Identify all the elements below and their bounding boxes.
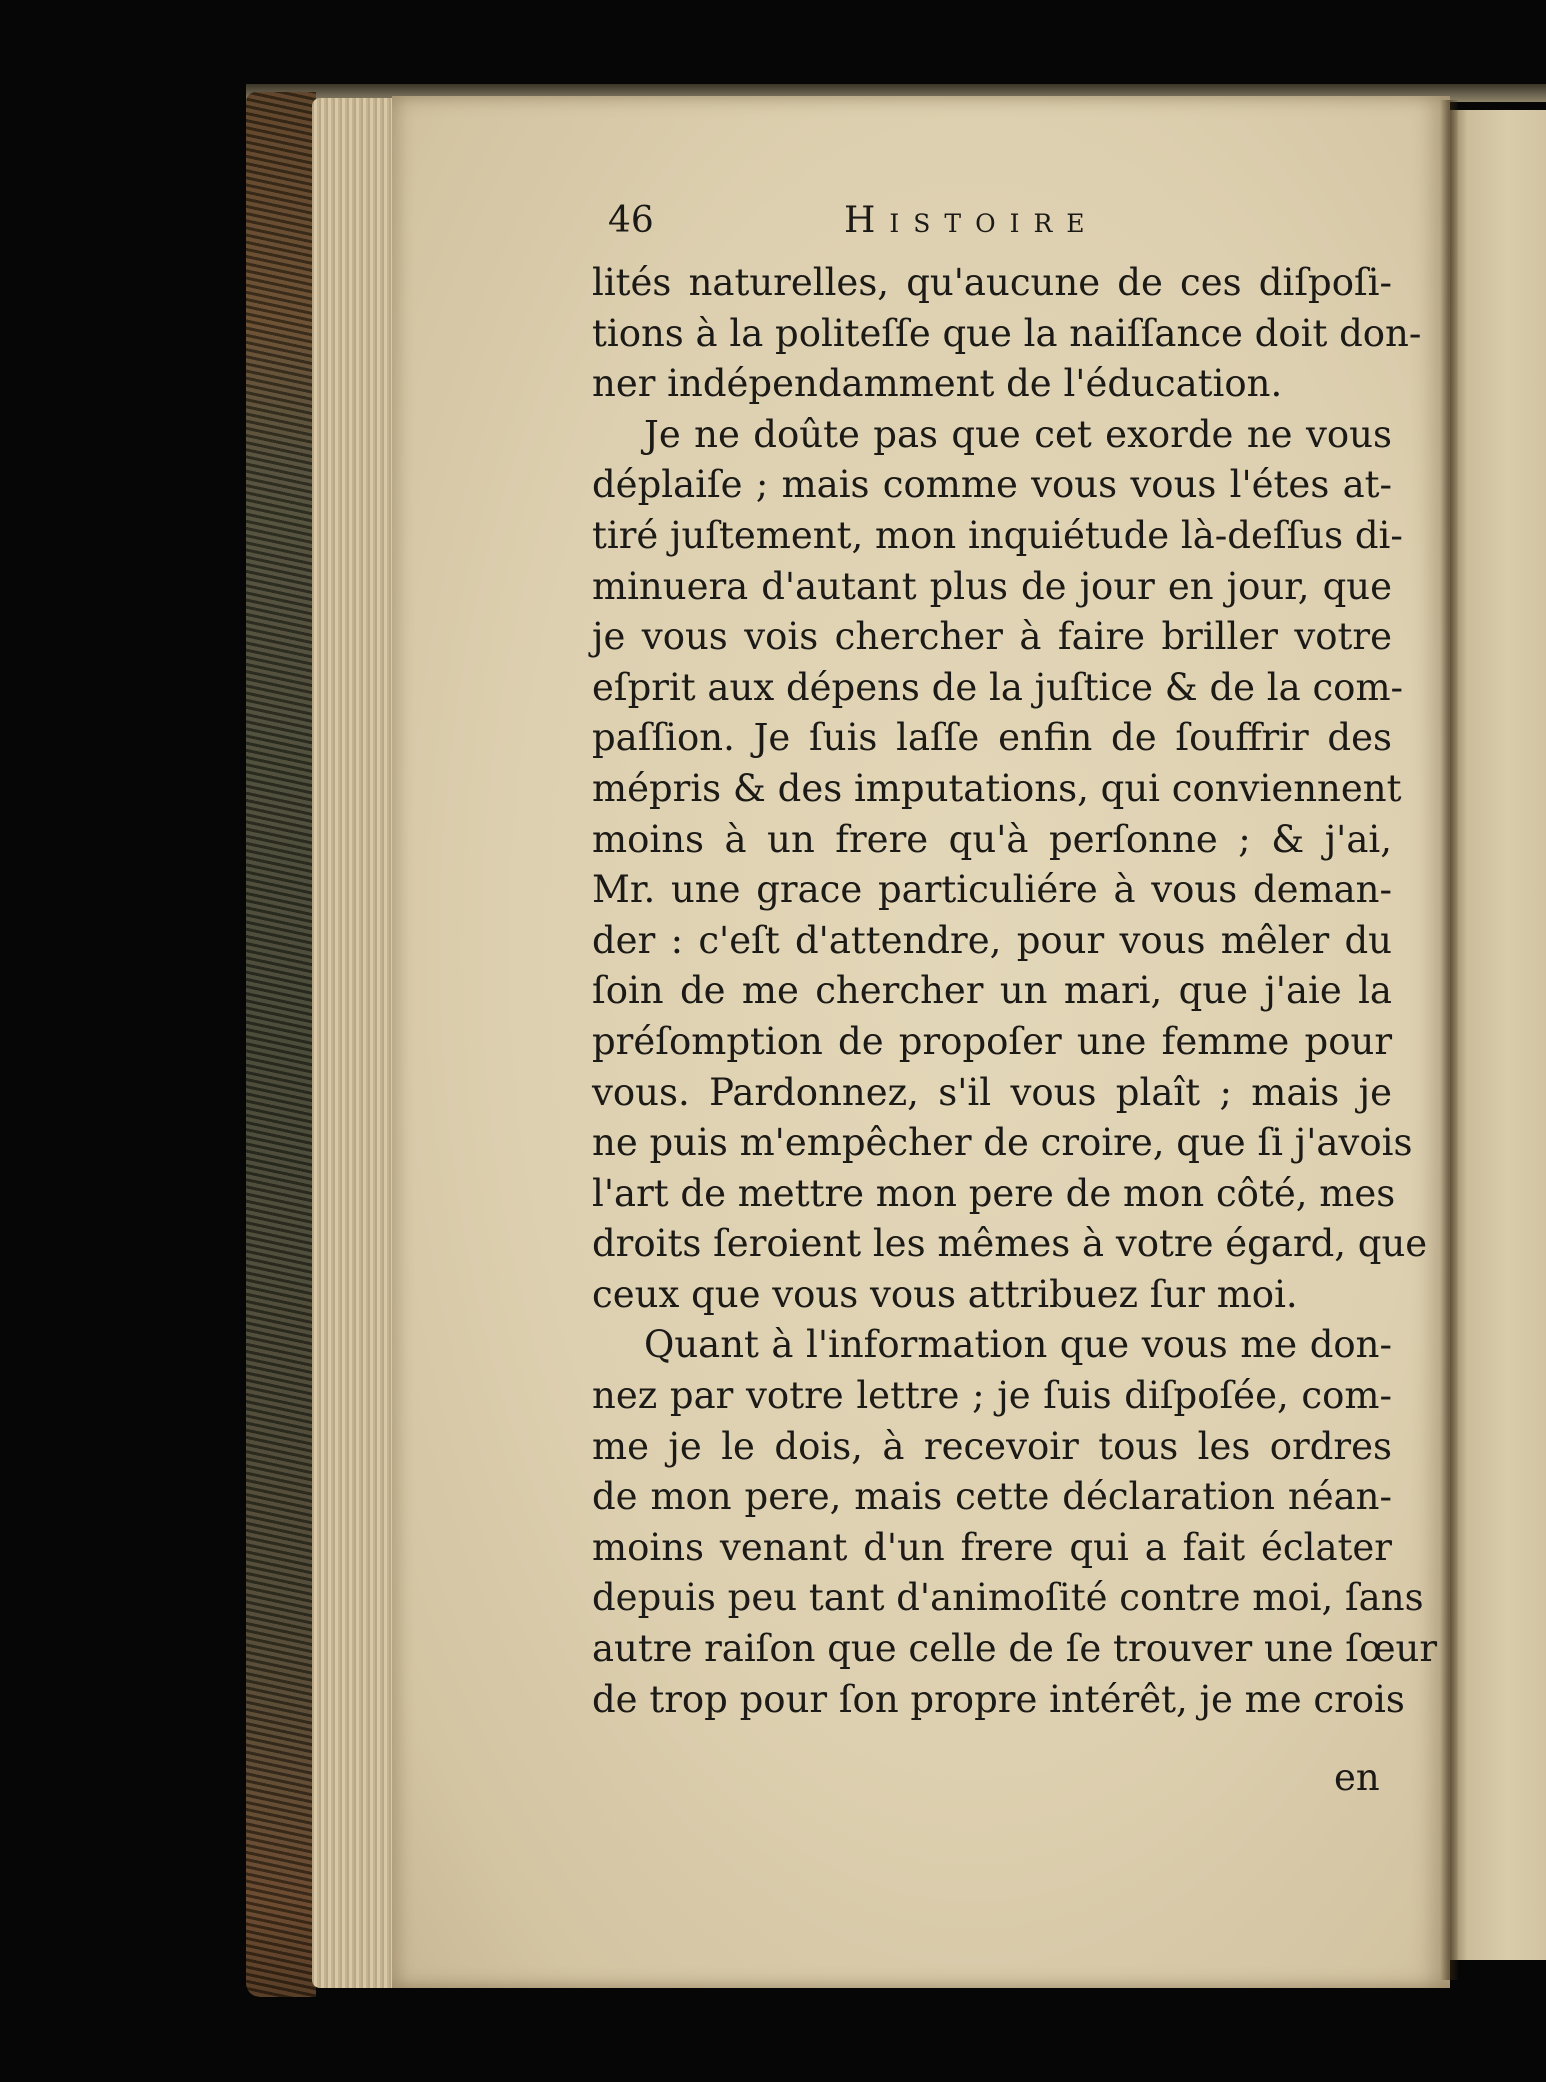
text-line: de mon pere, mais cette déclaration néan-: [592, 1475, 1392, 1519]
text-line: vous. Pardonnez, s'il vous plaît ; mais je: [592, 1070, 1392, 1114]
text-line: droits ſeroient les mêmes à votre égard, que: [592, 1222, 1428, 1266]
text-line: me je le dois, à recevoir tous les ordres: [592, 1424, 1392, 1468]
text-line: tions à la politeſſe que la naiſſance doit don-: [592, 311, 1422, 355]
text-line: tiré juſtement, mon inquiétude là-deſſus di-: [592, 513, 1403, 557]
text-line: paſſion. Je ſuis laſſe enfin de ſouffrir des: [592, 716, 1392, 760]
text-line: de trop pour ſon propre intérêt, je me crois: [592, 1677, 1405, 1721]
text-line: l'art de mettre mon pere de mon côté, mes: [592, 1171, 1396, 1215]
catchword: en: [1334, 1756, 1380, 1799]
running-title: Histoire: [844, 200, 1099, 241]
text-line: mépris & des imputations, qui conviennent: [592, 766, 1402, 810]
text-line: depuis peu tant d'animoſité contre moi, ſans: [592, 1576, 1424, 1620]
text-line: Mr. une grace particuliére à vous deman-: [592, 868, 1392, 912]
page-edges: [312, 98, 402, 1988]
text-line: der : c'eſt d'attendre, pour vous mêler du: [592, 918, 1392, 962]
facing-page-edge: [1450, 110, 1546, 1960]
text-line: moins venant d'un frere qui a fait éclater: [592, 1525, 1392, 1569]
text-line: ner indépendamment de l'éducation.: [592, 362, 1283, 406]
text-line: moins à un frere qu'à perſonne ; & j'ai,: [592, 817, 1392, 861]
text-line: nez par votre lettre ; je ſuis diſpoſée, com-: [592, 1374, 1392, 1418]
text-line: je vous vois chercher à faire briller votre: [592, 615, 1392, 659]
page-number: 46: [608, 200, 654, 241]
text-line: Quant à l'information que vous me don-: [644, 1323, 1392, 1367]
text-line: ne puis m'empêcher de croire, que ſi j'avois: [592, 1121, 1413, 1165]
text-line: autre raiſon que celle de ſe trouver une ſœur: [592, 1627, 1438, 1671]
text-line: lités naturelles, qu'aucune de ces diſpoſi-: [592, 261, 1392, 304]
book-gutter: [1440, 100, 1458, 1980]
page-text-block: [592, 198, 1438, 1799]
page-header: [592, 198, 1392, 258]
text-line: préſomption de propoſer une femme pour: [592, 1019, 1392, 1063]
text-line: ceux que vous vous attribuez ſur moi.: [592, 1272, 1298, 1316]
body-text: [592, 258, 1438, 1725]
book-cover-spine: [246, 92, 316, 1997]
text-line: déplaiſe ; mais comme vous vous l'étes at-: [592, 463, 1392, 507]
text-line: ſoin de me chercher un mari, que j'aie la: [592, 969, 1392, 1013]
text-line: Je ne doûte pas que cet exorde ne vous: [644, 412, 1392, 456]
text-line: eſprit aux dépens de la juſtice & de la com-: [592, 665, 1404, 709]
text-line: minuera d'autant plus de jour en jour, que: [592, 564, 1392, 608]
